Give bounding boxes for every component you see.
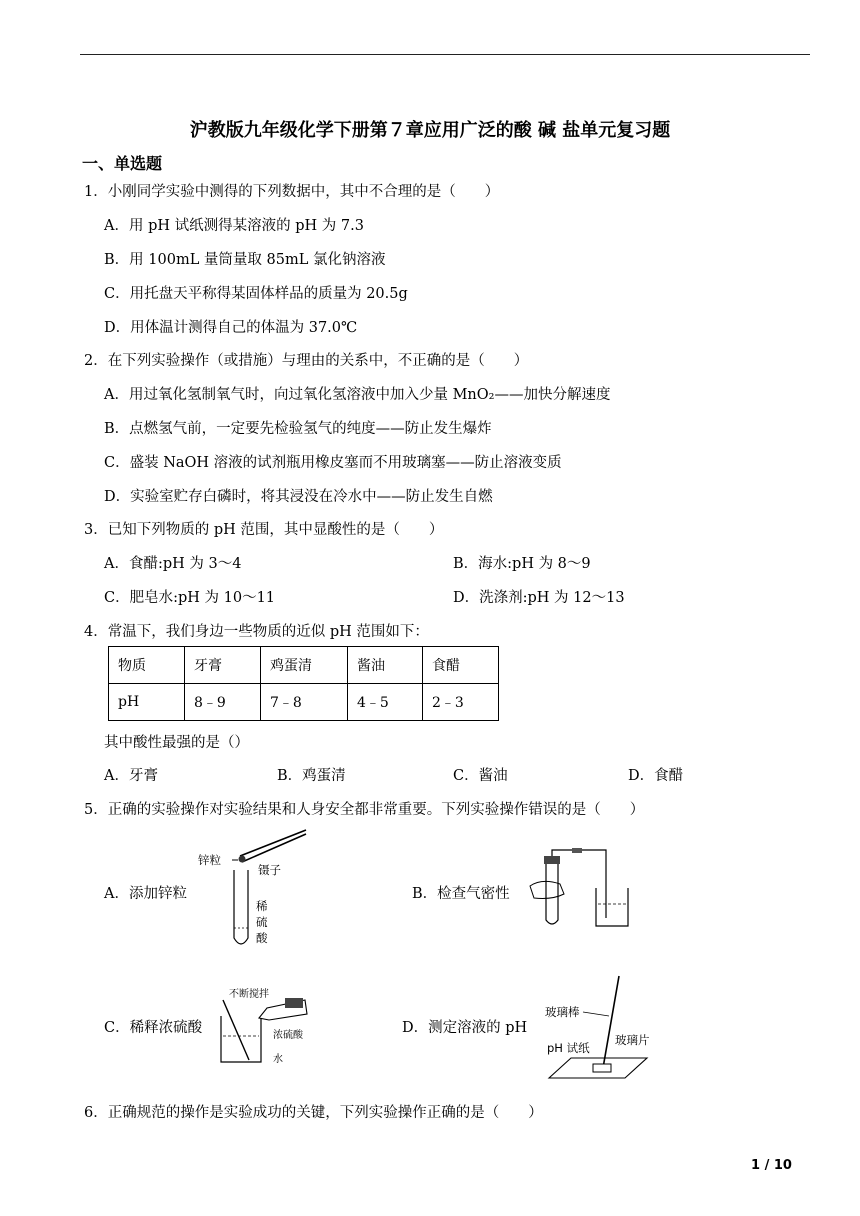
q2-option-a[interactable]: A．用过氧化氢制氧气时，向过氧化氢溶液中加入少量 MnO₂——加快分解速度 xyxy=(104,387,611,403)
q4-option-b[interactable]: B．鸡蛋清 xyxy=(277,768,346,784)
bottle-label xyxy=(285,998,303,1008)
page-title: 沪教版九年级化学下册第７章应用广泛的酸 碱 盐单元复习题 xyxy=(189,120,671,141)
q6-stem: 6．正确规范的操作是实验成功的关键，下列实验操作正确的是（ ） xyxy=(84,1105,543,1121)
q3-stem: 3．已知下列物质的 pH 范围，其中显酸性的是（ ） xyxy=(84,522,444,538)
label-rod: 玻璃棒 xyxy=(545,1005,580,1019)
stopper xyxy=(544,856,560,864)
label-acid-2: 硫 xyxy=(256,915,268,929)
q2-option-b[interactable]: B．点燃氢气前，一定要先检验氢气的纯度——防止发生爆炸 xyxy=(104,421,492,437)
q4-option-d[interactable]: D．食醋 xyxy=(628,768,684,784)
table-cell: 鸡蛋清 xyxy=(261,647,348,684)
table-cell: 4﹣5 xyxy=(348,684,423,721)
tweezer-arm xyxy=(240,830,306,856)
q3-option-c[interactable]: C．肥皂水:pH 为 10～11 xyxy=(104,590,276,606)
test-tube xyxy=(234,870,248,944)
figure-add-zinc xyxy=(196,826,308,952)
table-cell: 7﹣8 xyxy=(261,684,348,721)
table-cell: pH xyxy=(109,684,185,721)
page-number: 1 / 10 xyxy=(751,1158,792,1173)
hand xyxy=(530,881,564,898)
q4-question: 其中酸性最强的是（） xyxy=(104,735,249,751)
label-water: 水 xyxy=(273,1054,283,1065)
q4-option-c[interactable]: C．酱油 xyxy=(453,768,508,784)
tweezer-arm xyxy=(242,834,306,862)
table-cell: 2﹣3 xyxy=(423,684,499,721)
q4-stem: 4．常温下，我们身边一些物质的近似 pH 范围如下： xyxy=(84,624,429,640)
label-conc-acid: 浓硫酸 xyxy=(273,1030,303,1041)
q1-option-a[interactable]: A．用 pH 试纸测得某溶液的 pH 为 7.3 xyxy=(104,218,364,234)
section-heading: 一、单选题 xyxy=(82,154,163,173)
figure-measure-ph xyxy=(541,972,653,1084)
table-cell: 酱油 xyxy=(348,647,423,684)
label-ph-paper: pH 试纸 xyxy=(547,1041,590,1055)
table-cell: 物质 xyxy=(109,647,185,684)
table-cell: 牙膏 xyxy=(185,647,261,684)
label-zinc: 锌粒 xyxy=(198,853,221,867)
q5-option-c[interactable]: C．稀释浓硫酸 xyxy=(104,1020,203,1036)
q2-option-c[interactable]: C．盛装 NaOH 溶液的试剂瓶用橡皮塞而不用玻璃塞——防止溶液变质 xyxy=(104,455,562,471)
test-tube xyxy=(546,864,558,924)
label-acid-3: 酸 xyxy=(256,931,268,945)
label-leader xyxy=(583,1012,609,1016)
q1-option-b[interactable]: B．用 100mL 量筒量取 85mL 氯化钠溶液 xyxy=(104,252,386,268)
q5-option-b[interactable]: B．检查气密性 xyxy=(412,886,510,902)
ph-paper xyxy=(593,1064,611,1072)
header-rule xyxy=(80,54,810,55)
beaker xyxy=(596,888,628,926)
q1-option-c[interactable]: C．用托盘天平称得某固体样品的质量为 20.5g xyxy=(104,286,408,302)
q1-option-d[interactable]: D．用体温计测得自己的体温为 37.0℃ xyxy=(104,320,358,336)
rubber-tube xyxy=(572,848,582,853)
q5-option-d[interactable]: D．测定溶液的 pH xyxy=(402,1020,528,1036)
q5-option-a[interactable]: A．添加锌粒 xyxy=(104,886,187,902)
beaker xyxy=(221,1016,261,1062)
ph-table xyxy=(108,646,499,721)
label-stir: 不断搅拌 xyxy=(229,989,269,1000)
figure-dilute-acid xyxy=(213,986,323,1068)
figure-airtightness xyxy=(522,848,634,930)
glass-rod xyxy=(223,1000,249,1060)
q2-option-d[interactable]: D．实验室贮存白磷时，将其浸没在冷水中——防止发生自燃 xyxy=(104,489,493,505)
q3-option-d[interactable]: D．洗涤剂:pH 为 12～13 xyxy=(453,590,625,606)
q3-option-b[interactable]: B．海水:pH 为 8～9 xyxy=(453,556,591,572)
q5-stem: 5．正确的实验操作对实验结果和人身安全都非常重要。下列实验操作错误的是（ ） xyxy=(84,802,645,818)
q1-stem: 1．小刚同学实验中测得的下列数据中，其中不合理的是（ ） xyxy=(84,184,500,200)
table-cell: 食醋 xyxy=(423,647,499,684)
q2-stem: 2．在下列实验操作（或措施）与理由的关系中，不正确的是（ ） xyxy=(84,353,529,369)
label-acid-1: 稀 xyxy=(256,899,268,913)
glass-rod xyxy=(603,976,619,1068)
table-header-row xyxy=(109,647,499,684)
table-cell: 8﹣9 xyxy=(185,684,261,721)
q3-option-a[interactable]: A．食醋:pH 为 3～4 xyxy=(104,556,242,572)
label-tweezers: 镊子 xyxy=(258,863,281,877)
q4-option-a[interactable]: A．牙膏 xyxy=(104,768,158,784)
zinc-granule xyxy=(239,856,246,863)
label-glass-plate: 玻璃片 xyxy=(615,1033,650,1047)
table-row xyxy=(109,684,499,721)
